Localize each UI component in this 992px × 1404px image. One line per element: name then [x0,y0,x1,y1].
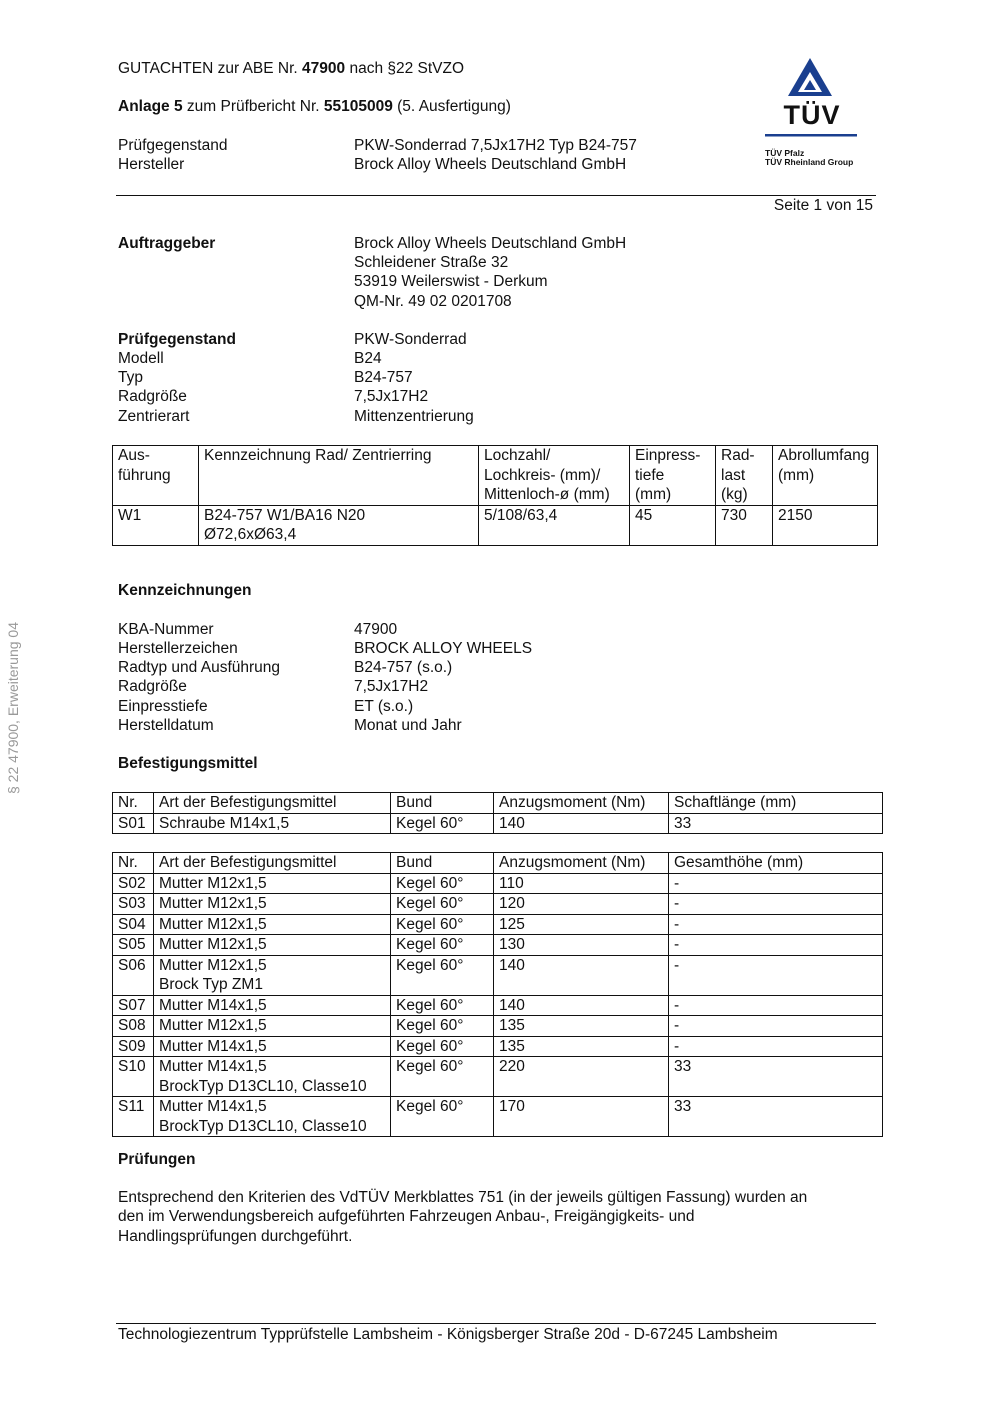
table-cell: S01 [113,813,154,834]
ausfuehrung-table [112,445,878,546]
table-row [113,935,883,956]
kz-label: Herstellerzeichen [118,640,238,657]
page-number: Seite 1 von 15 [773,197,873,214]
table-row [113,1016,883,1037]
tuev-logo-word: TÜV [783,100,841,130]
table-cell: Kegel 60° [391,955,494,995]
table-row [113,914,883,935]
table-cell: Mutter M14x1,5 BrockTyp D13CL10, Classe10 [154,1057,391,1097]
table-header-cell: Schaftlänge (mm) [669,793,883,814]
kz-value: Monat und Jahr [354,717,462,734]
table-cell: Kegel 60° [391,873,494,894]
pruefungen-title: Prüfungen [118,1151,196,1168]
table-header-cell: Einpress- tiefe (mm) [630,446,716,506]
table-cell: 5/108/63,4 [479,505,630,545]
table-cell: S06 [113,955,154,995]
table-cell: Mutter M12x1,5 Brock Typ ZM1 [154,955,391,995]
auftraggeber-line: QM-Nr. 49 02 0201708 [354,293,512,310]
table-cell: S08 [113,1016,154,1037]
table-cell: 140 [494,813,669,834]
table-cell: - [669,955,883,995]
table-cell: S05 [113,935,154,956]
table-cell: Mutter M14x1,5 [154,995,391,1016]
tuev-logo-line2: TÜV Rheinland Group [765,157,854,167]
table-row [113,505,878,545]
table-header-cell: Abrollumfang (mm) [773,446,878,506]
table-cell: 130 [494,935,669,956]
table-cell: B24-757 W1/BA16 N20 Ø72,6xØ63,4 [199,505,479,545]
tuev-logo [762,56,862,176]
befestigung-title: Befestigungsmittel [118,755,258,772]
table-cell: 33 [669,813,883,834]
table-cell: Mutter M14x1,5 BrockTyp D13CL10, Classe10 [154,1097,391,1137]
pg-label: Zentrierart [118,408,190,425]
table-cell: 140 [494,995,669,1016]
table-row [113,1036,883,1057]
pg-value: 7,5Jx17H2 [354,388,429,405]
pg-value: PKW-Sonderrad [354,331,467,348]
table-cell: S03 [113,894,154,915]
pg-value: Mittenzentrierung [354,408,474,425]
table-header-cell: Art der Befestigungsmittel [154,853,391,874]
table-cell: Kegel 60° [391,1016,494,1037]
table-row [113,995,883,1016]
table-row [113,894,883,915]
table-cell: 730 [716,505,773,545]
side-note: § 22 47900, Erweiterung 04 [5,622,21,795]
kz-label: Einpresstiefe [118,698,208,715]
table-cell: Mutter M12x1,5 [154,935,391,956]
table-cell: 45 [630,505,716,545]
kz-label: Herstelldatum [118,717,214,734]
table-cell: 120 [494,894,669,915]
header-divider [116,195,876,196]
header-label-pruefgegenstand: Prüfgegenstand [118,137,228,154]
pg-value: B24 [354,350,382,367]
kz-value: ET (s.o.) [354,698,414,715]
table-cell: - [669,935,883,956]
befestigung-table-2 [112,852,883,1137]
befestigung-table-1 [112,792,883,834]
table-cell: - [669,995,883,1016]
table-cell: 220 [494,1057,669,1097]
pg-label: Prüfgegenstand [118,331,236,348]
table-header-row [113,793,883,814]
table-header-cell: Anzugsmoment (Nm) [494,853,669,874]
table-cell: Kegel 60° [391,914,494,935]
table-header-cell: Kennzeichnung Rad/ Zentrierring [199,446,479,506]
table-cell: 140 [494,955,669,995]
kz-value: B24-757 (s.o.) [354,659,453,676]
kz-label: Radgröße [118,678,187,695]
footer-text: Technologiezentrum Typprüfstelle Lambsheim - Königsberger Straße 20d - D-67245 Lambsheim [118,1326,778,1343]
table-cell: S07 [113,995,154,1016]
table-cell: 125 [494,914,669,935]
auftraggeber-line: Schleidener Straße 32 [354,254,509,271]
auftraggeber-line: Brock Alloy Wheels Deutschland GmbH [354,235,627,252]
table-cell: Kegel 60° [391,813,494,834]
table-cell: - [669,873,883,894]
table-cell: 33 [669,1097,883,1137]
table-cell: 135 [494,1036,669,1057]
table-cell: - [669,914,883,935]
table-cell: Kegel 60° [391,1036,494,1057]
table-row [113,1097,883,1137]
table-cell: Kegel 60° [391,894,494,915]
table-cell: Kegel 60° [391,995,494,1016]
header-line-2: Anlage 5 zum Prüfbericht Nr. 55105009 (5. Ausfertigung) [118,98,511,115]
table-cell: - [669,1036,883,1057]
table-cell: S10 [113,1057,154,1097]
table-cell: S11 [113,1097,154,1137]
table-cell: W1 [113,505,199,545]
table-cell: Kegel 60° [391,1097,494,1137]
table-cell: 135 [494,1016,669,1037]
table-header-cell: Anzugsmoment (Nm) [494,793,669,814]
table-header-cell: Nr. [113,853,154,874]
pg-label: Radgröße [118,388,187,405]
header-value-hersteller: Brock Alloy Wheels Deutschland GmbH [354,156,627,173]
table-header-cell: Nr. [113,793,154,814]
table-header-cell: Bund [391,793,494,814]
table-cell: S04 [113,914,154,935]
table-header-row [113,853,883,874]
table-cell: Mutter M12x1,5 [154,894,391,915]
table-cell: Mutter M12x1,5 [154,914,391,935]
table-cell: Kegel 60° [391,1057,494,1097]
pg-label: Modell [118,350,164,367]
table-cell: Mutter M12x1,5 [154,1016,391,1037]
table-cell: 33 [669,1057,883,1097]
table-header-cell: Aus- führung [113,446,199,506]
table-cell: Mutter M14x1,5 [154,1036,391,1057]
footer-divider [116,1323,876,1324]
table-cell: Kegel 60° [391,935,494,956]
pg-value: B24-757 [354,369,413,386]
kz-value: 7,5Jx17H2 [354,678,429,695]
header-value-pruefgegenstand: PKW-Sonderrad 7,5Jx17H2 Typ B24-757 [354,137,637,154]
kz-label: Radtyp und Ausführung [118,659,281,676]
pg-label: Typ [118,369,143,386]
auftraggeber-label: Auftraggeber [118,235,216,252]
pruefungen-text-line: den im Verwendungsbereich aufgeführten Fahrzeugen Anbau-, Freigängigkeits- und [118,1208,695,1225]
header-line-1: GUTACHTEN zur ABE Nr. 47900 nach §22 StVZO [118,60,465,77]
table-cell: S02 [113,873,154,894]
table-cell: Schraube M14x1,5 [154,813,391,834]
table-cell: S09 [113,1036,154,1057]
table-cell: Mutter M12x1,5 [154,873,391,894]
table-header-cell: Gesamthöhe (mm) [669,853,883,874]
table-cell: 110 [494,873,669,894]
tuev-logo-line1: TÜV Pfalz [765,148,805,158]
pruefungen-text-line: Handlingsprüfungen durchgeführt. [118,1228,353,1245]
header-label-hersteller: Hersteller [118,156,185,173]
table-header-row [113,446,878,506]
kz-label: KBA-Nummer [118,621,214,638]
pruefungen-text-line: Entsprechend den Kriterien des VdTÜV Merkblattes 751 (in der jeweils gültigen Fassung) wurden an [118,1189,808,1206]
auftraggeber-line: 53919 Weilerswist - Derkum [354,273,548,290]
kz-value: 47900 [354,621,398,638]
table-cell: 170 [494,1097,669,1137]
table-cell: 2150 [773,505,878,545]
table-header-cell: Lochzahl/ Lochkreis- (mm)/ Mittenloch-ø (mm) [479,446,630,506]
kz-value: BROCK ALLOY WHEELS [354,640,533,657]
table-header-cell: Bund [391,853,494,874]
table-row [113,813,883,834]
kennzeichnungen-title: Kennzeichnungen [118,582,252,599]
table-header-cell: Art der Befestigungsmittel [154,793,391,814]
table-row [113,955,883,995]
table-header-cell: Rad- last (kg) [716,446,773,506]
table-row [113,873,883,894]
table-cell: - [669,1016,883,1037]
table-cell: - [669,894,883,915]
table-row [113,1057,883,1097]
